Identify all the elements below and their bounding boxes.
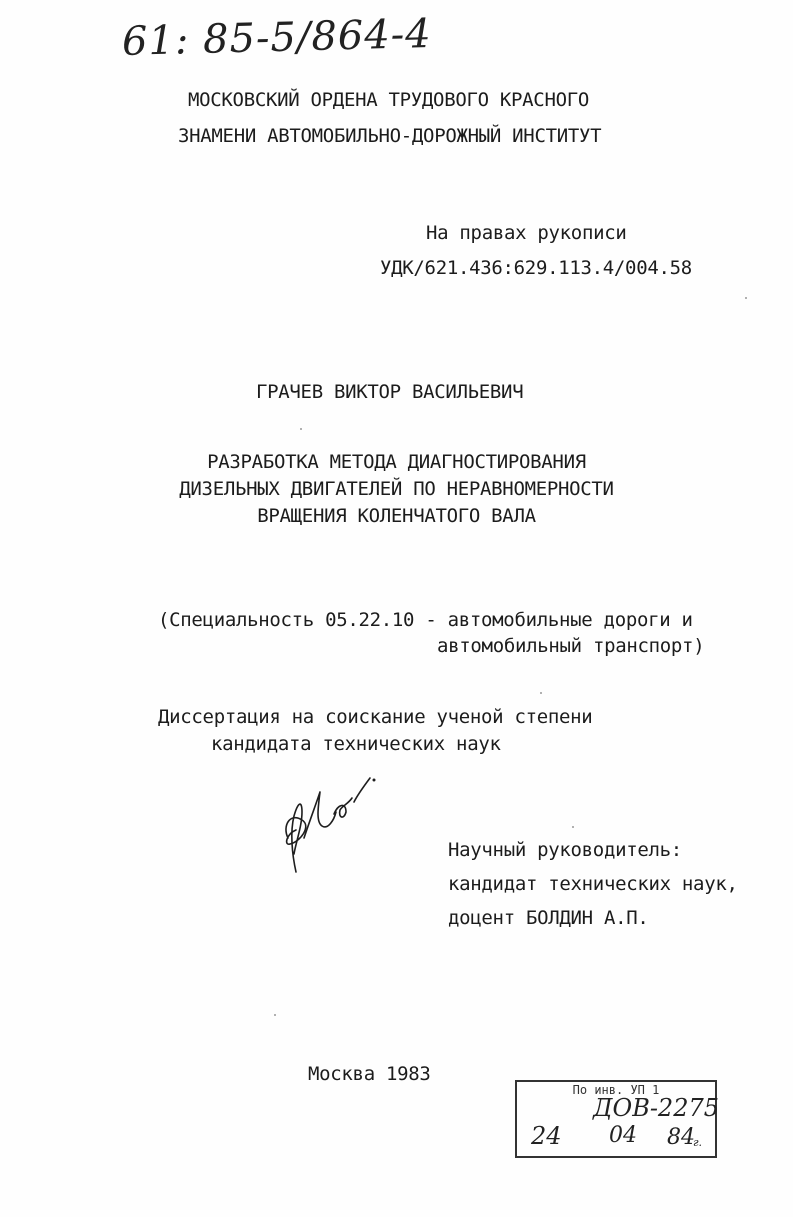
stamp-year: 84 bbox=[667, 1125, 695, 1150]
scan-speck bbox=[540, 692, 542, 694]
city-year: Москва 1983 bbox=[308, 1063, 431, 1085]
stamp-year-suffix: г. bbox=[693, 1136, 703, 1149]
supervisor-line-2: кандидат технических наук, bbox=[448, 873, 738, 895]
stamp-day: 24 bbox=[531, 1122, 562, 1150]
handwritten-catalog-code: 61: 85-5/864-4 bbox=[121, 10, 433, 65]
specialty-line-1: (Специальность 05.22.10 - автомобильные дороги и bbox=[158, 609, 693, 631]
institute-line-1: МОСКОВСКИЙ ОРДЕНА ТРУДОВОГО КРАСНОГО bbox=[188, 89, 590, 111]
supervisor-line-1: Научный руководитель: bbox=[448, 839, 682, 861]
stamp-month: 04 bbox=[609, 1123, 637, 1148]
dissertation-line-1: Диссертация на соискание ученой степени bbox=[158, 706, 593, 728]
scan-speck bbox=[300, 428, 302, 430]
thesis-title-line-1: РАЗРАБОТКА МЕТОДА ДИАГНОСТИРОВАНИЯ bbox=[207, 451, 586, 473]
scan-speck bbox=[572, 826, 574, 828]
specialty-line-2: автомобильный транспорт) bbox=[437, 635, 705, 657]
handwritten-signature bbox=[272, 768, 382, 878]
stamp-inventory-code: ДОВ-2275 bbox=[593, 1094, 720, 1122]
dissertation-line-2: кандидата технических наук bbox=[211, 733, 501, 755]
scan-speck bbox=[274, 1014, 276, 1016]
author-name: ГРАЧЕВ ВИКТОР ВАСИЛЬЕВИЧ bbox=[256, 381, 524, 403]
registration-stamp bbox=[515, 1080, 720, 1158]
udk-code: УДК/621.436:629.113.4/004.58 bbox=[380, 257, 692, 279]
thesis-title-line-3: ВРАЩЕНИЯ КОЛЕНЧАТОГО ВАЛА bbox=[257, 505, 536, 527]
thesis-title-line-2: ДИЗЕЛЬНЫХ ДВИГАТЕЛЕЙ ПО НЕРАВНОМЕРНОСТИ bbox=[179, 478, 614, 500]
stamp-label: По инв. УП 1 bbox=[572, 1083, 660, 1097]
supervisor-line-3: доцент БОЛДИН А.П. bbox=[448, 907, 649, 929]
scan-speck bbox=[745, 297, 747, 299]
manuscript-rights: На правах рукописи bbox=[426, 222, 627, 244]
institute-line-2: ЗНАМЕНИ АВТОМОБИЛЬНО-ДОРОЖНЫЙ ИНСТИТУТ bbox=[178, 125, 602, 147]
